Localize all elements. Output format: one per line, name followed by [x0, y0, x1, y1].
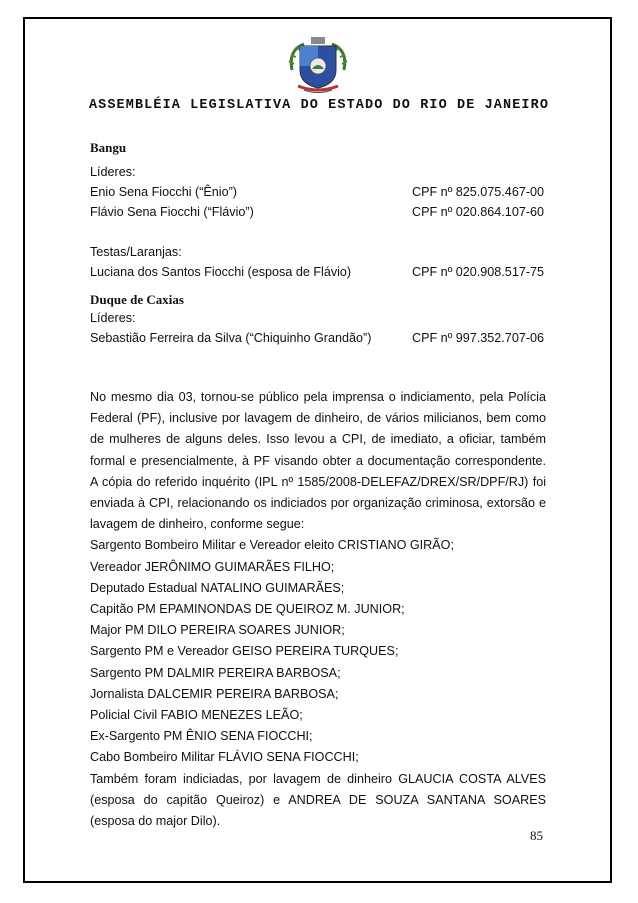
- closing-paragraph: Também foram indiciadas, por lavagem de dinheiro GLAUCIA COSTA ALVES (esposa do capitão Queiroz) e ANDREA DE SOUZA SANTANA SOARES (esposa do major Dilo).: [90, 771, 546, 829]
- page-number: 85: [530, 828, 543, 843]
- person-row: [90, 328, 546, 348]
- person-name: Luciana dos Santos Fiocchi (esposa de Flávio): [90, 265, 352, 279]
- person-row: [90, 202, 546, 222]
- list-item: Sargento PM e Vereador GEISO PEREIRA TURQUES;: [90, 644, 399, 659]
- person-name: Sebastião Ferreira da Silva (“Chiquinho Grandão”): [90, 331, 372, 345]
- document-body: [90, 138, 546, 832]
- person-cpf: CPF nº 825.075.467-00: [412, 185, 545, 199]
- leaders-label: Líderes:: [90, 165, 136, 179]
- body-paragraph: No mesmo dia 03, tornou-se público pela imprensa o indiciamento, pela Polícia Federal (PF), inclusive por lavagem de dinheiro, de vários milicianos, bem como de mulheres de alguns deles. Isso levou a CPI, de imediato, a oficiar, também formal e presencialmente, à PF visando obter a documentação correspondente. A cópia do referido inquérito (IPL nº 1585/2008-DELEFAZ/DREX/SR/DPF/RJ) foi enviada à CPI, relacionando os indiciados por organização criminosa, extorsão e lavagem de dinheiro, conforme segue:: [90, 390, 546, 532]
- section-title-bangu: Bangu: [90, 140, 127, 155]
- person-row: [90, 262, 546, 282]
- list-item: Ex-Sargento PM ÊNIO SENA FIOCCHI;: [90, 729, 313, 744]
- person-name: Flávio Sena Fiocchi (“Flávio”): [90, 205, 254, 219]
- list-item: Jornalista DALCEMIR PEREIRA BARBOSA;: [90, 686, 339, 701]
- section-title-duque-de-caxias: Duque de Caxias: [90, 292, 184, 307]
- list-item: Deputado Estadual NATALINO GUIMARÃES;: [90, 580, 345, 595]
- person-cpf: CPF nº 020.864.107-60: [412, 205, 545, 219]
- person-name: Enio Sena Fiocchi (“Ênio”): [90, 185, 237, 199]
- person-cpf: CPF nº 997.352.707-06: [412, 331, 545, 345]
- state-coat-of-arms-icon: [284, 36, 352, 96]
- list-item: Sargento PM DALMIR PEREIRA BARBOSA;: [90, 665, 341, 680]
- person-cpf: CPF nº 020.908.517-75: [412, 265, 545, 279]
- indicted-list: [90, 535, 546, 768]
- list-item: Capitão PM EPAMINONDAS DE QUEIROZ M. JUNIOR;: [90, 602, 405, 617]
- leaders-label: Líderes:: [90, 311, 136, 325]
- page-title: ASSEMBLÉIA LEGISLATIVA DO ESTADO DO RIO DE JANEIRO: [88, 98, 550, 113]
- list-item: Major PM DILO PEREIRA SOARES JUNIOR;: [90, 623, 345, 638]
- list-item: Vereador JERÔNIMO GUIMARÃES FILHO;: [90, 559, 335, 574]
- list-item: Sargento Bombeiro Militar e Vereador eleito CRISTIANO GIRÃO;: [90, 538, 454, 553]
- list-item: Cabo Bombeiro Militar FLÁVIO SENA FIOCCHI;: [90, 750, 359, 765]
- person-row: [90, 182, 546, 202]
- fronts-label: Testas/Laranjas:: [90, 245, 182, 259]
- list-item: Policial Civil FABIO MENEZES LEÃO;: [90, 708, 303, 723]
